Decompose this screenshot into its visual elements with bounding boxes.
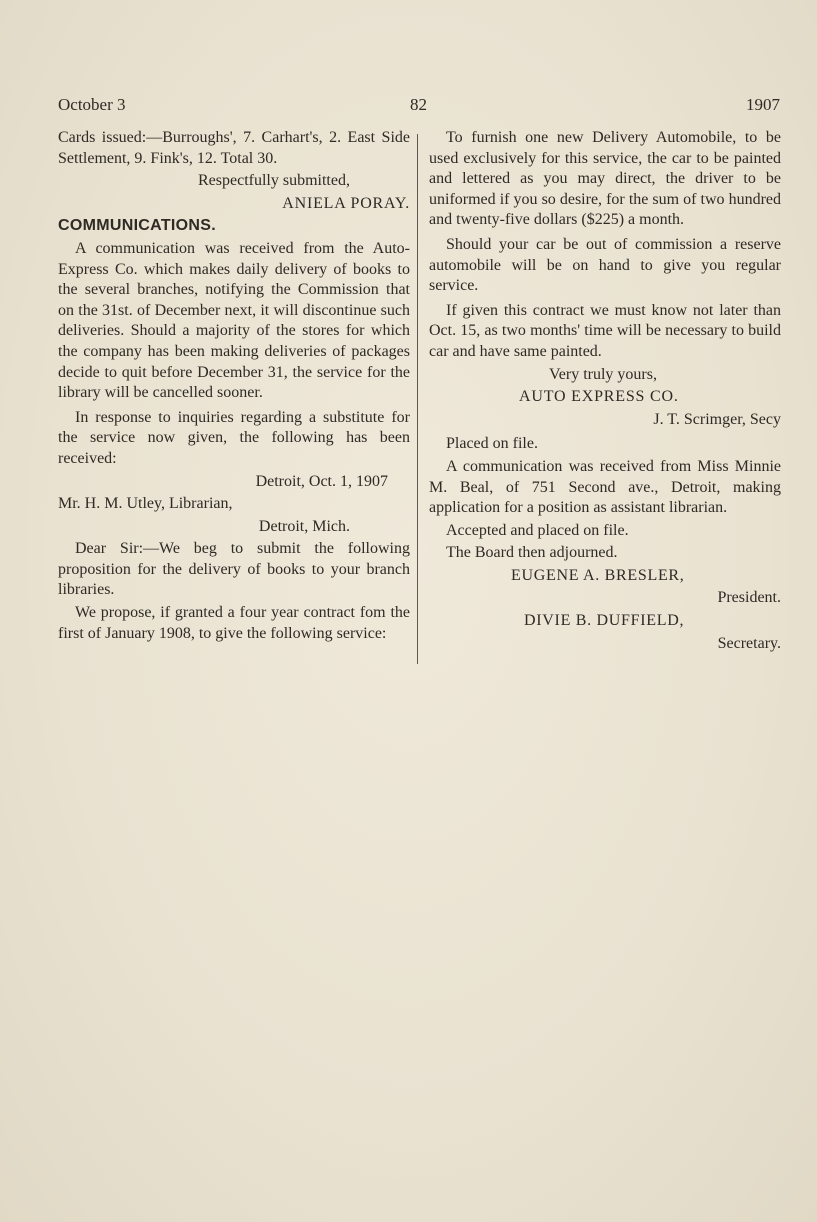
signer-name: ANIELA PORAY. (282, 194, 410, 212)
closing-respectfully: Respectfully submitted, (198, 172, 350, 190)
secretary-title: Secretary. (717, 634, 781, 652)
paragraph: The Board then adjourned. (446, 544, 618, 562)
paragraph: If given this contract we must know not later than Oct. 15, as two months' time will be necessary to build car and have same painted. (429, 301, 781, 360)
page-header (58, 95, 780, 119)
paragraph: Should your car be out of commission a reserve automobile will be on hand to give you regular service. (429, 235, 781, 295)
paragraph: To furnish one new Delivery Automobile, to be used exclusively for this service, the car to be painted and lettered as you may direct, the driver to be uniformed if you so desire, for the sum of two hundred and twenty-five dollars ($225) a month. (429, 129, 781, 229)
letter-city: Detroit, Mich. (258, 517, 350, 535)
left-column (58, 128, 410, 646)
secretary-name: DIVIE B. DUFFIELD, (524, 612, 685, 630)
right-column (429, 128, 781, 656)
cards-issued: Cards issued:—Burroughs', 7. Carhart's, 2. East Side Settlement, 9. Fink's, 12. Total 30. (58, 129, 410, 167)
paragraph: A communication was received from Miss Minnie M. Beal, of 751 Second ave., Detroit, making application for a position as assistant librarian. (429, 457, 781, 517)
president-title: President. (717, 589, 781, 607)
column-divider (417, 134, 418, 664)
letter-signer: J. T. Scrimger, Secy (653, 410, 781, 428)
paragraph: In response to inquiries regarding a substitute for the service now given, the following has been received: (58, 408, 410, 467)
header-year: 1907 (746, 95, 780, 114)
letter-closing: Very truly yours, (549, 365, 657, 383)
letter-addressee: Mr. H. M. Utley, Librarian, (58, 495, 233, 513)
page-number: 82 (410, 95, 427, 114)
paragraph: A communication was received from the Auto-Express Co. which makes daily delivery of books to the several branches, notifying the Commission that on the 31st. of December next, it will discontinue such deliveries. Should a majority of the stores for which the company has been making deliveries of packages decide to quit before December 31, the service for the library will be cancelled sooner. (58, 239, 410, 402)
paragraph: Accepted and placed on file. (446, 521, 629, 539)
section-heading: COMMUNICATIONS. (58, 217, 216, 235)
paragraph: Placed on file. (446, 435, 538, 453)
paragraph: Dear Sir:—We beg to submit the following proposition for the delivery of books to your branch libraries. (58, 540, 410, 599)
company-name: AUTO EXPRESS CO. (519, 388, 679, 406)
paragraph: We propose, if granted a four year contract fom the first of January 1908, to give the following service: (58, 604, 410, 642)
letter-dateline: Detroit, Oct. 1, 1907 (255, 472, 388, 490)
president-name: EUGENE A. BRESLER, (511, 566, 685, 584)
header-date: October 3 (58, 95, 126, 114)
